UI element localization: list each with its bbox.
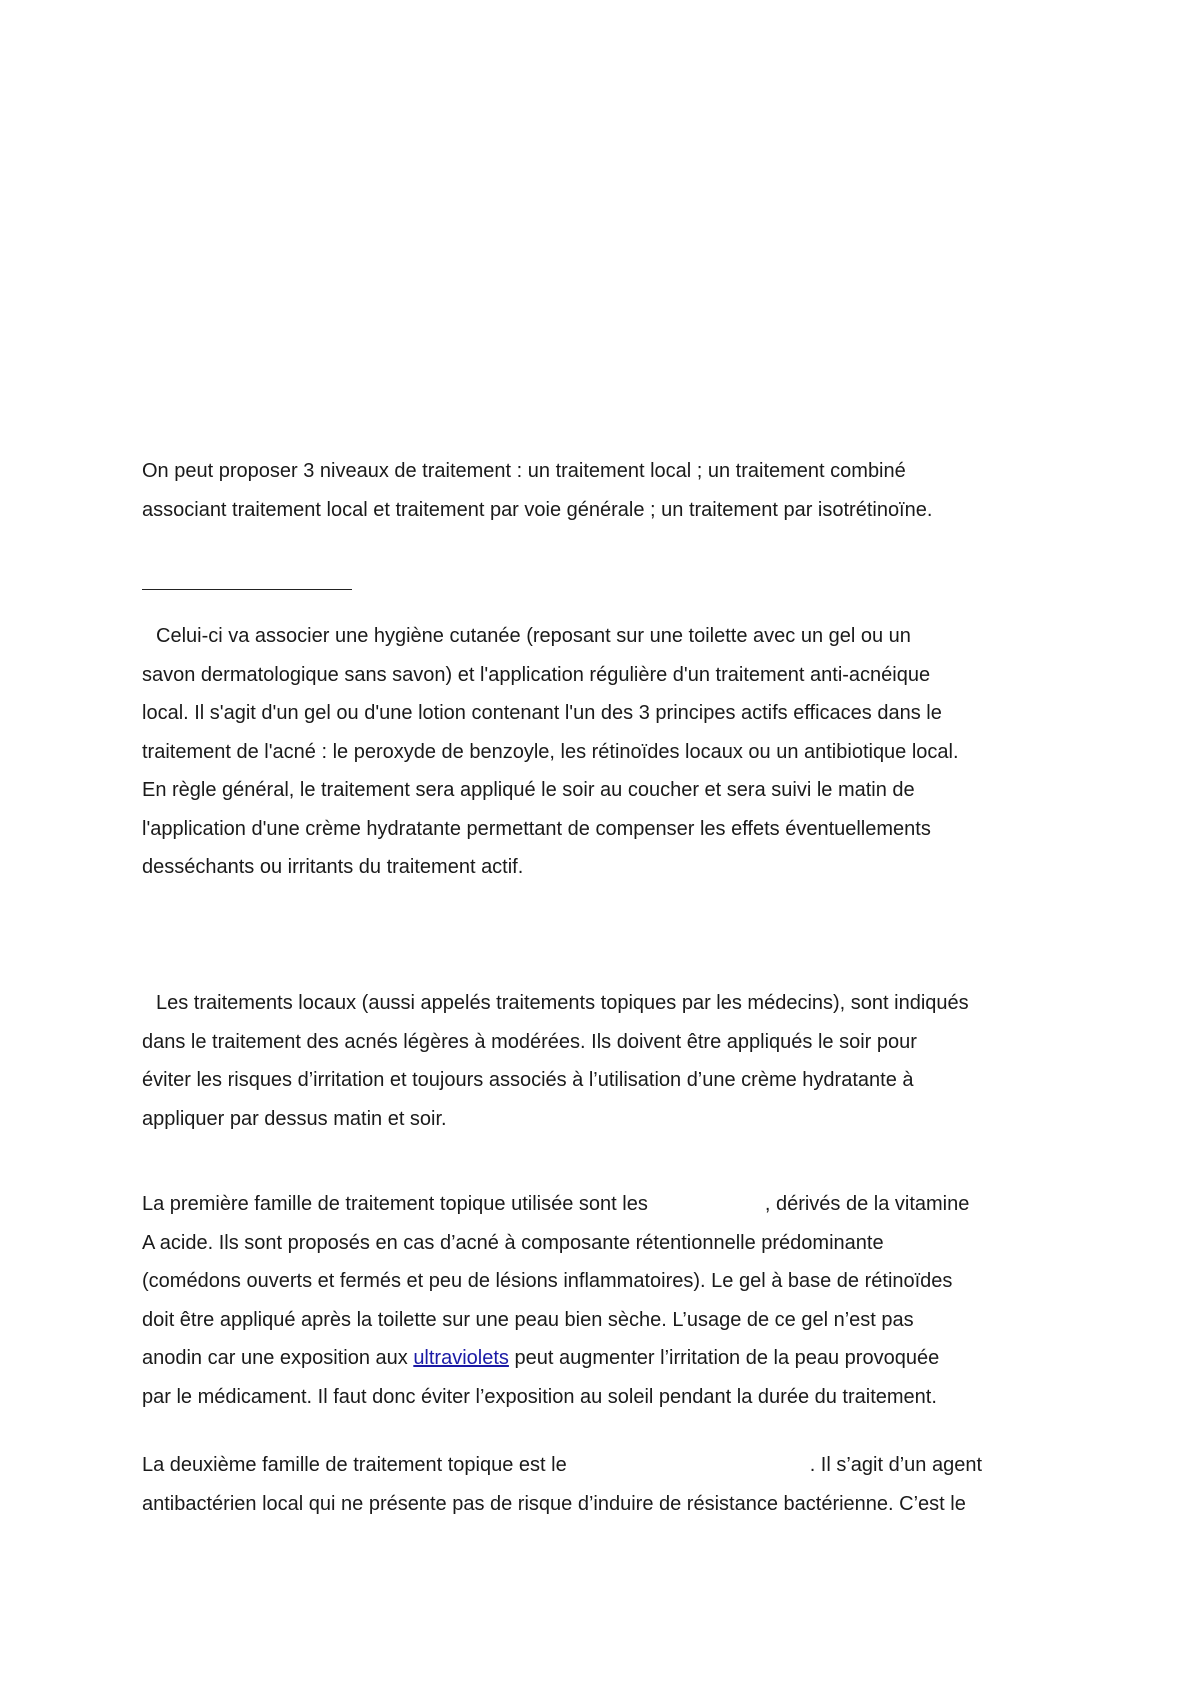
- text-line: [142, 1339, 1062, 1378]
- first-family-paragraph: [142, 1185, 1062, 1416]
- text-line: On peut proposer 3 niveaux de traitement : un traitement local ; un traitement combiné: [142, 460, 906, 482]
- text-line: Les traitements locaux (aussi appelés traitements topiques par les médecins), sont indiqués: [156, 992, 969, 1014]
- text-line: antibactérien local qui ne présente pas de risque d’induire de résistance bactérienne. C’est le: [142, 1492, 966, 1515]
- text-line: par le médicament. Il faut donc éviter l’exposition au soleil pendant la durée du traitement.: [142, 1385, 937, 1408]
- second-family-paragraph: [142, 1446, 1062, 1523]
- text-line: [142, 1185, 1062, 1224]
- text-line: doit être appliqué après la toilette sur une peau bien sèche. L’usage de ce gel n’est pas: [142, 1308, 914, 1331]
- text-line: associant traitement local et traitement par voie générale ; un traitement par isotrétinoïne.: [142, 498, 933, 521]
- text-line: dans le traitement des acnés légères à modérées. Ils doivent être appliqués le soir pour: [142, 1030, 917, 1053]
- text-line: éviter les risques d’irritation et toujours associés à l’utilisation d’une crème hydratante à: [142, 1069, 914, 1091]
- text-line: appliquer par dessus matin et soir.: [142, 1107, 447, 1130]
- text-segment: anodin car une exposition aux: [142, 1347, 414, 1369]
- text-line: desséchants ou irritants du traitement actif.: [142, 856, 524, 878]
- first-family-line-end: , dérivés de la vitamine: [764, 1193, 970, 1215]
- section-divider: [142, 589, 352, 590]
- ultraviolets-link[interactable]: ultraviolets: [413, 1347, 509, 1369]
- text-line: En règle général, le traitement sera appliqué le soir au coucher et sera suivi le matin de: [142, 779, 915, 801]
- second-family-line-end: . Il s’agit d’un agent: [809, 1454, 983, 1476]
- text-line: (comédons ouverts et fermés et peu de lésions inflammatoires). Le gel à base de rétinoïdes: [142, 1270, 953, 1292]
- text-line: A acide. Ils sont proposés en cas d’acné à composante rétentionnelle prédominante: [142, 1231, 884, 1254]
- second-family-line-start: La deuxième famille de traitement topique est le: [142, 1454, 567, 1476]
- text-segment: peut augmenter l’irritation de la peau provoquée: [508, 1347, 940, 1369]
- text-line: Celui-ci va associer une hygiène cutanée (reposant sur une toilette avec un gel ou un: [156, 625, 911, 647]
- text-line: [142, 1446, 1062, 1485]
- topical-paragraph: [142, 984, 1062, 1138]
- text-line: l'application d'une crème hydratante permettant de compenser les effets éventuellements: [142, 817, 931, 840]
- text-line: traitement de l'acné : le peroxyde de benzoyle, les rétinoïdes locaux ou un antibiotique local.: [142, 740, 959, 763]
- local-treatment-paragraph: [142, 617, 1062, 887]
- text-line: local. Il s'agit d'un gel ou d'une lotion contenant l'un des 3 principes actifs efficaces dans le: [142, 702, 942, 724]
- first-family-line-start: La première famille de traitement topique utilisée sont les: [142, 1193, 648, 1215]
- text-line: savon dermatologique sans savon) et l'application régulière d'un traitement anti-acnéique: [142, 663, 931, 686]
- intro-paragraph: [142, 452, 1062, 529]
